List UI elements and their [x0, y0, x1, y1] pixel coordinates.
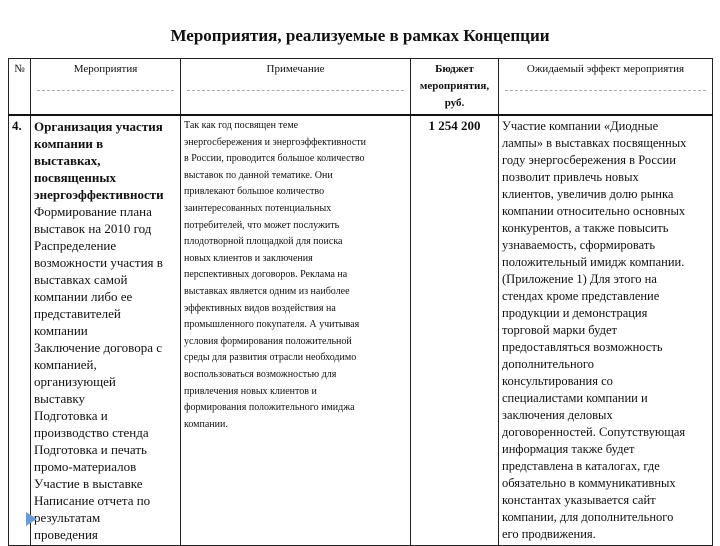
text-line: формирования положительного имиджа — [184, 402, 355, 414]
header-budget: Бюджет мероприятия, руб. — [411, 59, 499, 116]
text-line: результатам — [34, 510, 101, 525]
page-title: Мероприятия, реализуемые в рамках Концепции — [170, 26, 550, 45]
text-line: компании либо ее — [34, 289, 133, 304]
text-line: представителей — [34, 306, 121, 321]
text-line: Заключение договора с — [34, 340, 163, 355]
text-line: представлена в каталогах, где — [502, 459, 660, 473]
text-line: среды для развития отрасли необходимо — [184, 352, 357, 364]
row-number: 4. — [9, 115, 31, 546]
text-line: плодотворной площадкой для поиска — [184, 236, 343, 248]
text-line: продукции и демонстрация — [502, 306, 648, 320]
text-line: торговой марки будет — [502, 323, 617, 337]
text-line: Подготовка и печать — [34, 442, 147, 457]
event-cell — [31, 115, 181, 546]
text-line: дополнительного — [502, 357, 594, 371]
text-line: обязательно в коммуникативных — [502, 476, 676, 490]
text-line: компании в — [34, 136, 104, 151]
text-line: конкурентов, а также повысить — [502, 221, 669, 235]
events-table — [8, 58, 713, 546]
text-line: энергосбережения и энергоэффективности — [184, 136, 367, 148]
text-line: предоставляться возможность — [502, 340, 663, 354]
text-line: воспользоваться возможностью для — [184, 368, 337, 380]
text-line: позволит привлечь новых — [502, 170, 639, 184]
text-line: компании. — [184, 418, 228, 430]
text-line: новых клиентов и заключения — [184, 252, 313, 264]
text-line: его продвижения. — [502, 527, 596, 541]
header-number: № — [9, 59, 31, 116]
text-line: проведения — [34, 527, 98, 542]
note-cell — [181, 115, 411, 546]
text-line: промо-материалов — [34, 459, 137, 474]
play-icon[interactable] — [26, 512, 37, 526]
text-line: Распределение — [34, 238, 117, 253]
text-line: заинтересованных потенциальных — [184, 202, 332, 214]
text-line: привлекают большое количество — [184, 186, 325, 198]
text-line: Написание отчета по — [34, 493, 151, 508]
text-line: Организация участия — [34, 119, 163, 134]
text-line: компании, для дополнительного — [502, 510, 674, 524]
text-line: компанией, — [34, 357, 97, 372]
text-line: (Приложение 1) Для этого на — [502, 272, 657, 286]
text-line: перспективных договоров. Реклама на — [184, 269, 348, 281]
text-line: возможности участия в — [34, 255, 163, 270]
text-line: константах указывается сайт — [502, 493, 656, 507]
text-line: информация также будет — [502, 442, 635, 456]
text-line: узнаваемость, сформировать — [502, 238, 656, 252]
text-line: договоренностей. Сопутствующая — [502, 425, 686, 439]
text-line: Так как год посвящен теме — [184, 120, 299, 131]
text-line: клиентов, увеличив долю рынка — [502, 187, 674, 201]
text-line: Участие компании «Диодные — [502, 119, 659, 133]
text-line: условия формирования положительной — [184, 335, 352, 347]
header-note: Примечание — [181, 59, 411, 116]
text-line: выставку — [34, 391, 86, 406]
text-line: в России, проводится большое количество — [184, 153, 365, 165]
text-line: потребителей, что может послужить — [184, 219, 340, 231]
text-line: выставок по данной тематике. Они — [184, 169, 333, 181]
text-line: выставках самой — [34, 272, 128, 287]
text-line: специалистами компании и — [502, 391, 648, 405]
text-line: энергоэффективности — [34, 187, 164, 202]
text-line: Формирование плана — [34, 204, 152, 219]
text-line: выставок на 2010 год — [34, 221, 152, 236]
header-effect: Ожидаемый эффект мероприятия — [499, 59, 713, 116]
text-line: году энергосбережения в России — [502, 153, 676, 167]
budget-cell: 1 254 200 — [411, 115, 499, 546]
text-line: выставках является одним из наиболее — [184, 285, 350, 297]
text-line: заключения деловых — [502, 408, 613, 422]
text-line: лампы» в выставках посвященных — [502, 136, 687, 150]
text-line: Подготовка и — [34, 408, 108, 423]
text-line: консультирования со — [502, 374, 613, 388]
table-header — [9, 59, 713, 116]
header-events: Мероприятия — [31, 59, 181, 116]
text-line: положительный имидж компании. — [502, 255, 685, 269]
text-line: Участие в выставке — [34, 476, 143, 491]
text-line: организующей — [34, 374, 116, 389]
text-line: стендах кроме представление — [502, 289, 660, 303]
text-line: эффективных видов воздействия на — [184, 302, 336, 314]
text-line: промышленного покупателя. А учитывая — [184, 319, 360, 331]
effect-cell — [499, 115, 713, 546]
text-line: производство стенда — [34, 425, 149, 440]
text-line: привлечения новых клиентов и — [184, 385, 317, 397]
table-row — [9, 115, 713, 546]
text-line: компании — [34, 323, 88, 338]
text-line: выставках, — [34, 153, 101, 168]
text-line: посвященных — [34, 170, 117, 185]
text-line: компании относительно основных — [502, 204, 686, 218]
